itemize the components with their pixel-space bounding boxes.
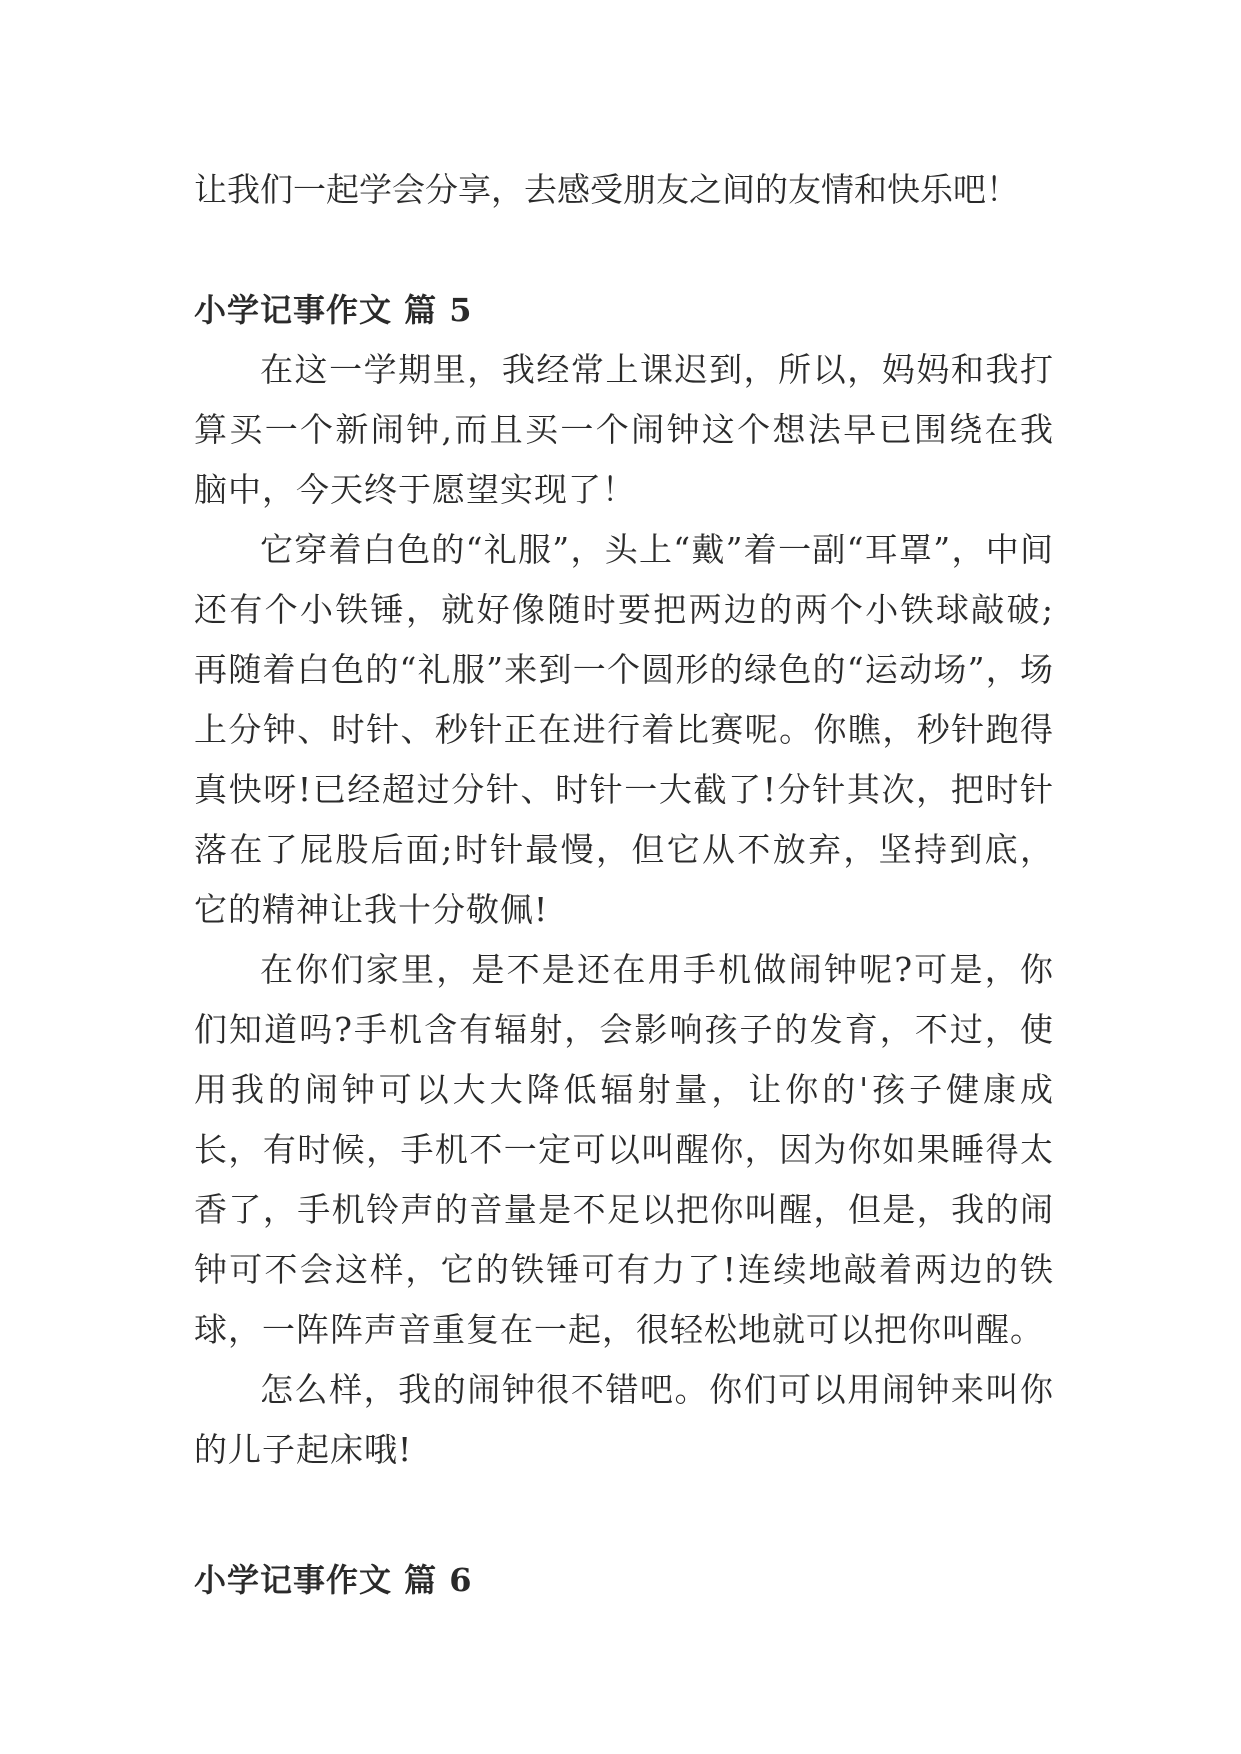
spacer [194, 220, 1054, 280]
section-5-paragraph-3: 在你们家里，是不是还在用手机做闹钟呢?可是，你们知道吗?手机含有辐射，会影响孩子的发育，不过，使用我的闹钟可以大大降低辐射量，让你的'孩子健康成长，有时候，手机不一定可以叫醒你，因为你如果睡得太香了，手机铃声的音量是不足以把你叫醒，但是，我的闹钟可不会这样，它的铁锤可有力了!连续地敲着两边的铁球，一阵阵声音重复在一起，很轻松地就可以把你叫醒。 [194, 950, 1054, 1349]
section-6-title: 小学记事作文 篇 6 [194, 1561, 473, 1599]
intro-line: 让我们一起学会分享，去感受朋友之间的友情和快乐吧！ [194, 170, 1019, 209]
section-5-paragraph-4: 怎么样，我的闹钟很不错吧。你们可以用闹钟来叫你的儿子起床哦! [194, 1370, 1054, 1469]
section-5-paragraph-1: 在这一学期里，我经常上课迟到，所以，妈妈和我打算买一个新闹钟,而且买一个闹钟这个想法早已围绕在我脑中，今天终于愿望实现了！ [194, 350, 1054, 509]
section-5-paragraph-2: 它穿着白色的“礼服”，头上“戴”着一副“耳罩”，中间还有个小铁锤，就好像随时要把两边的两个小铁球敲破;再随着白色的“礼服”来到一个圆形的绿色的“运动场”，场上分钟、时针、秒针正在进行着比赛呢。你瞧，秒针跑得真快呀!已经超过分针、时针一大截了!分针其次，把时针落在了屁股后面;时针最慢，但它从不放弃，坚持到底，它的精神让我十分敬佩! [194, 530, 1054, 929]
spacer [194, 1480, 1054, 1550]
document-body [194, 160, 1054, 1610]
section-5-title: 小学记事作文 篇 5 [194, 291, 473, 329]
